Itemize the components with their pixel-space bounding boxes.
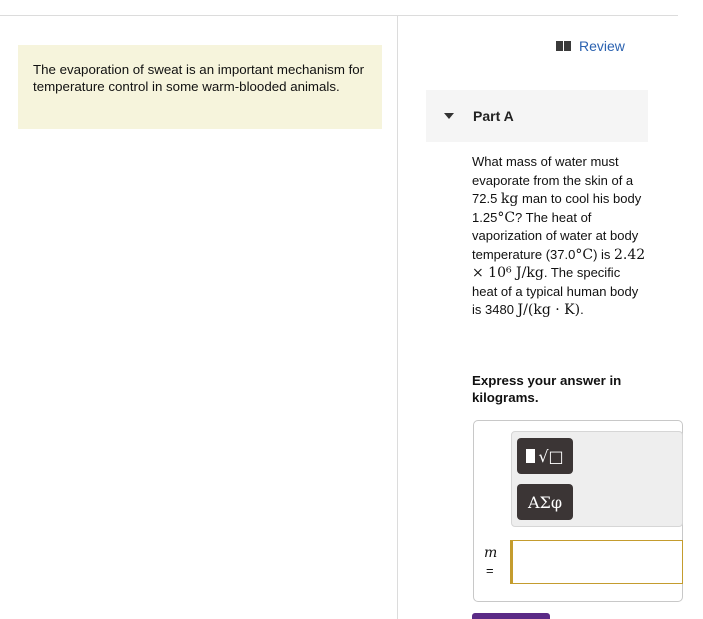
- review-link[interactable]: [556, 38, 625, 54]
- answer-variable: m: [484, 545, 498, 561]
- top-divider: [0, 15, 678, 16]
- caret-down-icon[interactable]: [444, 113, 454, 119]
- unit-degc: °C: [575, 246, 594, 263]
- answer-input[interactable]: [510, 540, 683, 584]
- unit-kg: kg: [500, 191, 519, 207]
- book-icon: [556, 41, 571, 51]
- question-seg: What mass of water must evaporate from the skin of a 72.5: [472, 154, 634, 206]
- template-box-icon: [526, 449, 535, 463]
- question-seg: .: [580, 302, 584, 317]
- part-a-header[interactable]: [426, 90, 648, 142]
- specific-heat-unit: J/(kg · K): [517, 302, 581, 318]
- question-seg: ) is: [593, 246, 615, 262]
- intro-panel: [18, 45, 382, 129]
- symbols-button[interactable]: [517, 484, 573, 520]
- equals-sign: =: [486, 563, 494, 578]
- intro-text: The evaporation of sweat is an important mechanism for temperature control in some warm-blooded animals.: [33, 62, 365, 94]
- column-divider: [397, 15, 398, 619]
- unit-degc: °C: [497, 209, 516, 226]
- part-title: Part A: [473, 108, 514, 124]
- templates-button[interactable]: [517, 438, 573, 474]
- submit-button[interactable]: [472, 613, 550, 619]
- answer-instruction: Express your answer in kilograms.: [472, 373, 622, 405]
- question-text: [472, 153, 648, 320]
- question-seg: . The specific heat of a typical human body is 3480: [472, 265, 639, 317]
- heat-of-vaporization-value: 2.42 × 10⁶ J/kg: [472, 246, 646, 281]
- review-label: Review: [579, 38, 625, 54]
- question-seg: ? The heat of vaporization of water at body temperature (37.0: [472, 209, 639, 262]
- radical-icon: √□: [538, 446, 564, 466]
- question-seg: man to cool his body 1.25: [472, 191, 642, 225]
- greek-symbols-label: ΑΣφ: [527, 492, 563, 512]
